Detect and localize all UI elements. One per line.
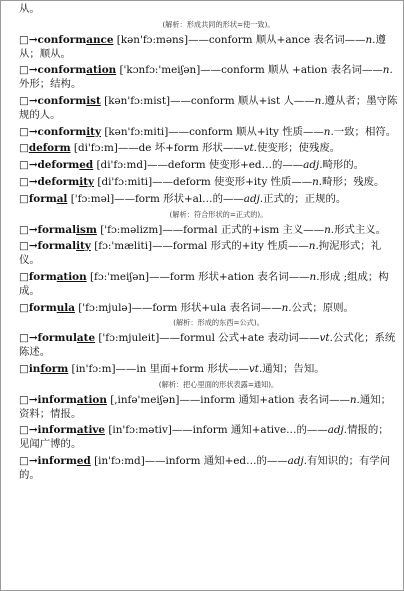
part-of-speech: n. — [323, 125, 334, 138]
entry-marker: □ — [19, 270, 29, 283]
etymology: ——formal 正式的+ism 主义—— — [162, 223, 325, 236]
headword-suffix: ation — [56, 270, 87, 283]
part-of-speech: n. — [365, 33, 376, 46]
entry-marker: □→ — [19, 454, 38, 467]
headword — [38, 240, 91, 252]
meaning: 拘泥形式；礼仪。 — [19, 240, 382, 267]
word-entry — [19, 142, 398, 156]
entry-marker: □→ — [19, 125, 38, 138]
part-of-speech: n. — [349, 393, 360, 406]
word-entry — [19, 224, 398, 238]
entry-marker: □→ — [19, 393, 38, 406]
part-of-speech: adj. — [243, 192, 264, 205]
headword-stem: conform — [37, 125, 87, 138]
headword-suffix: ance — [86, 33, 114, 46]
headword-stem: formal — [37, 240, 77, 253]
top-fragment: 从。 — [19, 3, 40, 15]
meaning: 遵从；顺从。 — [19, 33, 386, 60]
word-entry — [19, 176, 398, 190]
word-entry — [19, 64, 398, 92]
phonetic: [di'fɔ:md] — [96, 159, 148, 172]
analysis-note: (解析：把心里面的形状表露=通知)。 — [158, 379, 279, 389]
headword-stem: inform — [37, 454, 77, 467]
headword-stem: conform — [37, 33, 87, 46]
phonetic: ['fɔ:məlizm] — [100, 223, 163, 236]
headword-stem: inform — [37, 393, 77, 406]
headword-suffix: ity — [76, 240, 91, 253]
headword-suffix: ity — [79, 175, 95, 188]
etymology: ——conform 顺从 +ation 表名词—— — [200, 64, 383, 77]
headword — [38, 159, 94, 171]
headword-stem: conform — [37, 64, 87, 77]
analysis-note: (解析：形成的东西=公式)。 — [173, 318, 264, 328]
headword-suffix: ity — [86, 125, 102, 138]
headword-suffix: al — [56, 192, 68, 205]
phonetic: [di'fɔ:miti] — [97, 175, 153, 188]
entry-marker: □→ — [19, 175, 38, 188]
headword-suffix: form — [40, 362, 69, 375]
etymology: ——deform 使变形+ity 性质—— — [152, 175, 313, 188]
part-of-speech: n. — [314, 94, 325, 107]
phonetic: [fɔ:'mæliti] — [94, 240, 153, 253]
analysis-note: (解析：形成共同的形状=使一致)。 — [162, 19, 275, 29]
meaning: 情报的；见闻广博的。 — [19, 424, 389, 451]
headword-suffix: ation — [76, 393, 107, 406]
etymology: ——conform 顺从+ity 性质—— — [168, 125, 324, 138]
headword-stem: form — [28, 301, 57, 314]
part-of-speech: n. — [382, 64, 393, 77]
etymology: ——inform 通知+ative…的—— — [171, 424, 328, 437]
word-entry — [19, 332, 398, 360]
headword-suffix: ative — [76, 424, 106, 437]
headword — [38, 455, 91, 467]
entry-marker: □→ — [19, 223, 38, 236]
part-of-speech: n. — [281, 301, 292, 314]
headword — [38, 176, 95, 188]
meaning: 形式主义。 — [334, 223, 387, 236]
entry-marker: □→ — [19, 94, 38, 107]
headword — [29, 193, 68, 205]
meaning: 畸形；残废。 — [322, 175, 385, 188]
headword-suffix: ation — [86, 64, 117, 77]
etymology: ——inform 通知+ed…的—— — [144, 454, 288, 467]
word-entry — [19, 394, 398, 422]
headword-stem: formal — [37, 223, 77, 236]
entry-marker: □ — [19, 192, 29, 205]
entry-marker: □→ — [19, 332, 38, 345]
word-entry — [19, 363, 398, 377]
headword — [38, 95, 101, 107]
entry-marker: □→ — [19, 64, 38, 77]
headword — [29, 271, 87, 283]
meaning: 公式化；系统陈述。 — [19, 332, 396, 359]
meaning: 形成 ;组成；构成。 — [19, 270, 389, 297]
headword-suffix: ism — [76, 223, 97, 236]
etymology: ——conform 顺从+ance 表名词—— — [188, 33, 366, 46]
headword-stem: inform — [37, 424, 77, 437]
meaning: 一致；相符。 — [333, 125, 397, 138]
headword-stem: form — [28, 192, 57, 205]
etymology: ——form 形状+ula 表名词—— — [131, 301, 282, 314]
phonetic: ['kɔnfɔ:'meiʃən] — [119, 64, 201, 77]
etymology: ——formal 形式的+ity 性质—— — [152, 240, 309, 253]
headword-stem: in — [28, 362, 41, 375]
meaning: 公式；原则。 — [291, 301, 354, 314]
headword — [38, 224, 97, 236]
part-of-speech: vt. — [243, 142, 257, 155]
entry-marker: □→ — [19, 159, 38, 172]
meaning: 外形；结构。 — [19, 78, 82, 91]
etymology: ——de 坏+form 形状—— — [117, 142, 244, 155]
word-entry — [19, 271, 398, 299]
headword-suffix: ed — [79, 159, 94, 172]
headword — [29, 302, 75, 314]
part-of-speech: adj. — [287, 454, 308, 467]
part-of-speech: vt. — [319, 332, 333, 345]
headword — [38, 332, 96, 344]
part-of-speech: n. — [309, 270, 320, 283]
phonetic: ['fɔ:məl] — [70, 192, 115, 205]
phonetic: ['fɔ:mjuleit] — [98, 332, 160, 345]
analysis-note: (解析：符合形状的=正式的)。 — [169, 209, 268, 219]
headword — [29, 142, 71, 154]
headword-stem: conform — [37, 94, 87, 107]
etymology: ——formul 公式+ate 表动词—— — [159, 332, 320, 345]
headword-suffix: ed — [76, 454, 91, 467]
entry-marker: □ — [19, 301, 29, 314]
phonetic: [fɔ:'meiʃən] — [89, 270, 150, 283]
meaning: 遵从者；墨守陈规的人。 — [19, 94, 398, 121]
headword-suffix: ula — [56, 301, 75, 314]
entry-marker: □→ — [19, 33, 38, 46]
phonetic: [di'fɔ:m] — [73, 142, 118, 155]
phonetic: ['fɔ:mjulə] — [78, 301, 132, 314]
entry-marker: □→ — [19, 424, 38, 437]
etymology: ——form 形状+al…的—— — [114, 192, 244, 205]
headword — [38, 34, 114, 46]
part-of-speech: n. — [312, 175, 323, 188]
headword-stem: deform — [37, 175, 80, 188]
part-of-speech: vt. — [248, 362, 263, 375]
entry-marker: □ — [19, 362, 29, 375]
meaning: 通知；告知。 — [262, 362, 325, 375]
part-of-speech: n. — [308, 240, 319, 253]
etymology: ——in 里面+form 形状—— — [115, 362, 249, 375]
etymology: ——inform 通知+ation 表名词—— — [179, 393, 350, 406]
phonetic: [kən'fɔ:mist] — [104, 94, 171, 107]
word-entry — [19, 95, 398, 123]
word-entry — [19, 302, 398, 316]
part-of-speech: adj. — [327, 424, 348, 437]
meaning: 畸形的。 — [322, 159, 365, 172]
meaning: 有知识的；有学问的。 — [19, 454, 391, 481]
word-entry — [19, 193, 398, 207]
meaning: 使变形；使残废。 — [257, 142, 341, 155]
phonetic: [kən'fɔ:məns] — [116, 33, 189, 46]
headword — [38, 64, 117, 76]
word-entry — [19, 424, 398, 452]
headword-suffix: ist — [86, 94, 101, 107]
part-of-speech: n. — [324, 223, 335, 236]
headword-suffix: deform — [28, 142, 71, 155]
headword — [29, 363, 68, 375]
meaning: 通知；资料；情报。 — [19, 393, 392, 420]
headword — [38, 126, 101, 138]
etymology: ——form 形状+ation 表名词—— — [149, 270, 310, 283]
headword-stem: form — [28, 270, 57, 283]
word-entry — [19, 240, 398, 268]
word-entry — [19, 159, 398, 173]
headword — [38, 424, 106, 436]
phonetic: [in'fɔ:md] — [94, 454, 145, 467]
headword — [38, 394, 107, 406]
headword-stem: formul — [37, 332, 77, 345]
word-entry — [19, 34, 398, 62]
word-entry — [19, 126, 398, 140]
word-entry — [19, 455, 398, 483]
meaning: 正式的；正规的。 — [263, 192, 347, 205]
etymology: ——deform 使变形+ed…的—— — [147, 159, 304, 172]
headword-suffix: ate — [76, 332, 96, 345]
entry-marker: □ — [19, 142, 29, 155]
etymology: ——conform 顺从+ist 人—— — [170, 94, 315, 107]
phonetic: [kən'fɔ:miti] — [104, 125, 169, 138]
phonetic: [,infə'meiʃən] — [110, 393, 180, 406]
phonetic: [in'fɔ:m] — [71, 362, 116, 375]
part-of-speech: adj. — [303, 159, 323, 172]
phonetic: [in'fɔ:mətiv] — [108, 424, 172, 437]
entry-marker: □→ — [19, 240, 38, 253]
headword-stem: deform — [37, 159, 80, 172]
